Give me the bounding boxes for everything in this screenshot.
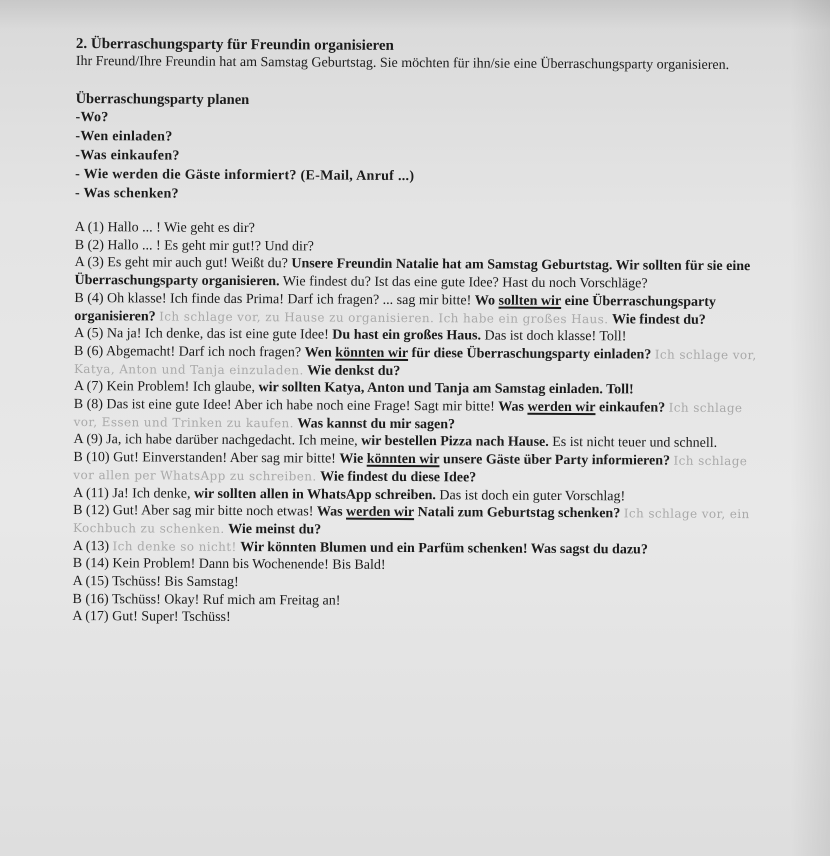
line-text: Tschüss! Bis Samstag! (112, 574, 239, 591)
dialogue (72, 219, 774, 630)
dialogue-line-10 (73, 449, 768, 489)
line-text: Das ist doch ein guter Vorschlag! (439, 487, 626, 504)
underlined-modal-phrase: könnten wir (335, 345, 409, 361)
speaker-label: A (17) (72, 609, 109, 625)
line-bold-text: Du hast ein großes Haus. (332, 327, 482, 344)
line-bold-text: Was (498, 399, 525, 415)
line-bold-text: Wie denkst du? (307, 363, 401, 379)
dialogue-line-17 (72, 608, 767, 630)
line-text: Gut! Einverstanden! Aber sag mir bitte! (113, 450, 336, 467)
speaker-label: A (15) (72, 574, 109, 590)
speaker-label: A (13) (72, 538, 110, 554)
task-title: 2. Überraschungsparty für Freundin organisieren (75, 36, 394, 54)
speaker-label: B (14) (72, 556, 109, 572)
line-bold-text: einkaufen? (598, 400, 666, 416)
dialogue-line-4 (74, 290, 769, 330)
line-bold-text: wir sollten allen in WhatsApp schreiben. (193, 486, 436, 503)
line-text: Das ist doch klasse! Toll! (484, 328, 627, 345)
line-text: Hallo ... ! Es geht mir gut!? Und dir? (107, 237, 314, 255)
line-bold-text: Wir könnten Blumen und ein Parfüm schenken! Was sagst du dazu? (240, 539, 648, 558)
paper-shadow-top (0, 0, 830, 30)
line-bold-text: Wen (304, 345, 332, 361)
faded-suggestion-text: Ich schlage vor allen per WhatsApp zu schreiben. (73, 453, 748, 484)
line-text: Tschüss! Okay! Ruf mich am Freitag an! (111, 591, 341, 609)
speaker-label: A (9) (73, 432, 103, 448)
underlined-modal-phrase: werden wir (346, 504, 415, 521)
line-bold-text: Unsere Freundin Natalie hat am Samstag Geburtstag. Wir sollten für sie eine Überraschungsparty organisieren. (74, 256, 751, 290)
line-bold-text: Was (316, 504, 343, 520)
worksheet-content (72, 36, 776, 630)
underlined-modal-phrase: werden wir (527, 399, 596, 416)
paper-shadow-right (790, 0, 830, 856)
line-bold-text: wir sollten Katya, Anton und Tanja am Samstag einladen. Toll! (258, 380, 634, 398)
speaker-label: B (8) (73, 397, 103, 413)
line-bold-text: Natali zum Geburtstag schenken? (417, 505, 621, 522)
line-bold-text: Was kannst du mir sagen? (297, 416, 456, 433)
faded-suggestion-text: Ich schlage vor, Essen und Trinken zu kaufen. (73, 400, 743, 431)
plan-item: -Was einkaufen? (75, 147, 180, 164)
line-text: Na ja! Ich denke, das ist eine gute Idee! (106, 326, 329, 343)
line-text: Es ist nicht teuer und schnell. (552, 435, 718, 452)
line-text: Hallo ... ! Wie geht es dir? (107, 220, 255, 237)
faded-suggestion-text: Ich schlage vor, ein Kochbuch zu schenken. (72, 506, 750, 536)
faded-suggestion-text: Ich schlage vor, Katya, Anton und Tanja einzuladen. (73, 347, 757, 378)
dialogue-line-3 (74, 254, 769, 294)
line-text: Kein Problem! Ich glaube, (106, 379, 256, 396)
line-text: Es geht mir auch gut! Weißt du? (107, 255, 288, 272)
speaker-label: A (7) (73, 379, 104, 395)
plan-heading: Überraschungsparty planen (75, 90, 250, 109)
line-bold-text: Wie findest du? (611, 311, 706, 328)
faded-suggestion-text: Ich schlage vor, zu Hause zu organisieren. Ich habe ein großes Haus. (159, 309, 609, 326)
underlined-modal-phrase: könnten wir (366, 451, 440, 468)
line-bold-text: Wie findest du diese Idee? (320, 469, 477, 486)
plan-item: - Was schenken? (74, 185, 179, 202)
plan-list (75, 108, 776, 207)
line-text: Oh klasse! Ich finde das Prima! Darf ich fragen? ... sag mir bitte! (107, 291, 472, 309)
speaker-label: B (2) (74, 237, 104, 253)
line-text: Wie findest du? Ist das eine gute Idee? Hast du noch Vorschläge? (282, 274, 648, 292)
speaker-label: B (4) (74, 290, 104, 306)
faded-suggestion-text: Ich denke so nicht! (112, 538, 237, 554)
plan-section (75, 90, 776, 207)
speaker-label: B (6) (74, 343, 104, 360)
line-bold-text: Wie (339, 451, 364, 467)
plan-item: -Wen einladen? (75, 128, 173, 145)
speaker-label: B (12) (73, 503, 110, 519)
line-text: Kein Problem! Dann bis Wochenende! Bis Bald! (112, 556, 386, 574)
speaker-label: A (1) (74, 219, 105, 236)
underlined-modal-phrase: sollten wir (498, 293, 562, 309)
line-bold-text: eine Überraschungsparty organisieren? (74, 293, 716, 325)
plan-item: -Wo? (75, 109, 109, 126)
line-text: Gut! Super! Tschüss! (112, 609, 231, 626)
line-bold-text: wir bestellen Pizza nach Hause. (361, 434, 549, 451)
speaker-label: B (10) (73, 450, 110, 466)
dialogue-line-6 (74, 343, 769, 383)
speaker-label: A (11) (73, 485, 109, 501)
line-bold-text: Wo (474, 293, 496, 309)
speaker-label: A (3) (74, 255, 104, 271)
line-text: Das ist eine gute Idee! Aber ich habe noch eine Frage! Sagt mir bitte! (106, 397, 495, 415)
task-intro: Ihr Freund/Ihre Freundin hat am Samstag Geburtstag. Sie möchten für ihn/sie eine Überraschungsparty organisieren. (75, 53, 730, 73)
speaker-label: B (16) (72, 591, 109, 607)
line-bold-text: unsere Gäste über Party informieren? (442, 452, 671, 469)
line-text: Gut! Aber sag mir bitte noch etwas! (112, 503, 314, 520)
dialogue-line-12 (73, 502, 768, 542)
line-text: Ja, ich habe darüber nachgedacht. Ich meine, (106, 432, 358, 450)
plan-item: - Wie werden die Gäste informiert? (E-Mail, Anruf ...) (75, 166, 415, 185)
line-text: Abgemacht! Darf ich noch fragen? (105, 344, 302, 361)
speaker-label: A (5) (74, 326, 104, 342)
dialogue-line-8 (74, 396, 769, 436)
line-bold-text: für diese Überraschungsparty einladen? (411, 345, 652, 363)
line-text: Ja! Ich denke, (112, 485, 191, 502)
line-bold-text: Wie meinst du? (228, 521, 322, 538)
